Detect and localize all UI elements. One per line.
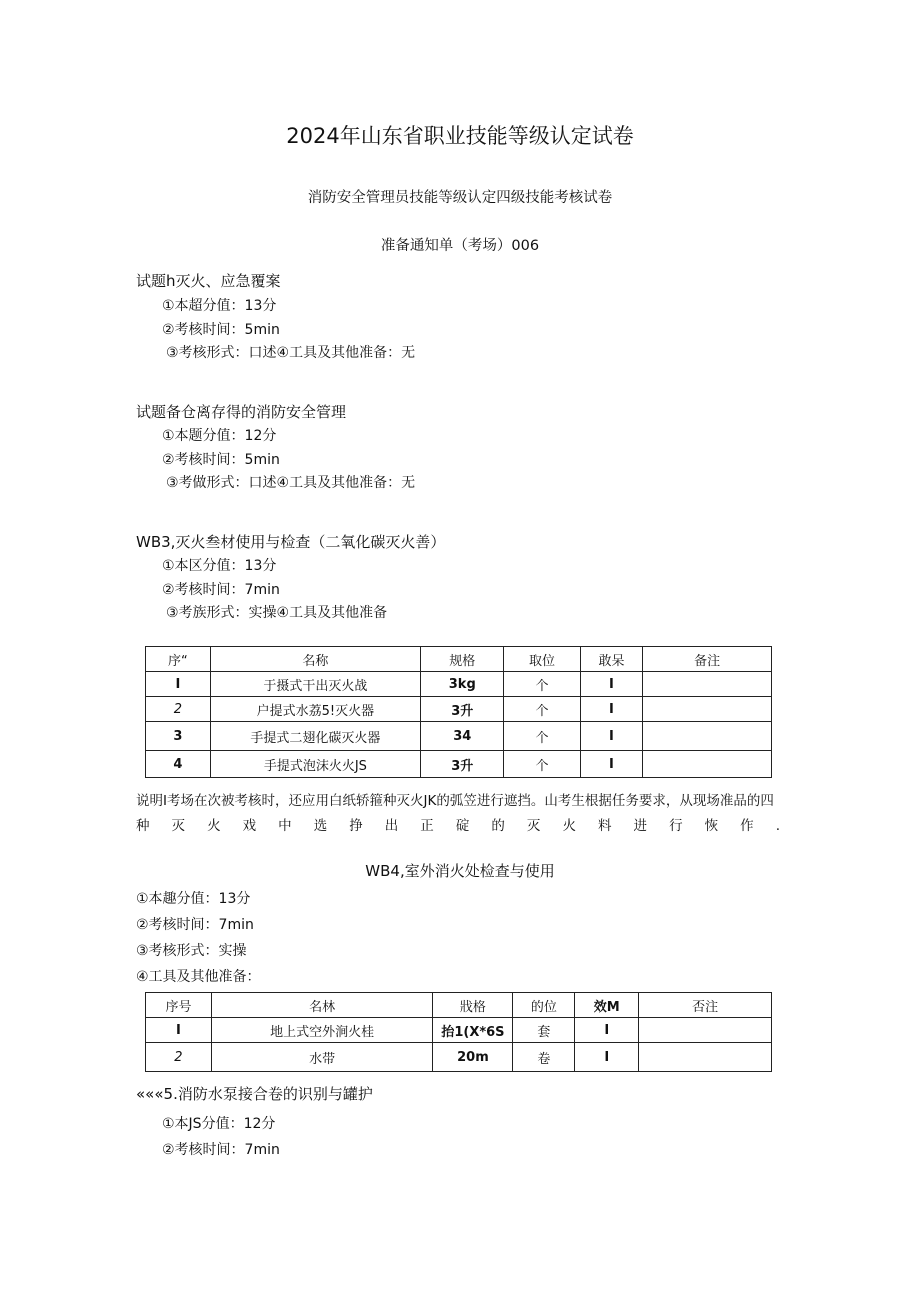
table-cell: 水带 (211, 1043, 433, 1072)
table-cell: 3升 (421, 751, 504, 778)
table-row (146, 1018, 772, 1043)
q3-equipment-table (145, 646, 772, 778)
table-cell: 3 (146, 722, 211, 751)
table-cell: 2 (146, 697, 211, 722)
header-cell: 规格 (421, 647, 504, 672)
table-cell (639, 1018, 772, 1043)
q1-time: ②考核时间：5min (162, 322, 280, 338)
table-cell: I (575, 1043, 639, 1072)
table-cell: I (580, 697, 643, 722)
table-row (146, 751, 772, 778)
table-cell (643, 722, 772, 751)
header-cell: 名林 (211, 993, 433, 1018)
header-cell: 否注 (639, 993, 772, 1018)
header-cell: 的位 (513, 993, 575, 1018)
table-cell: I (580, 672, 643, 697)
table-cell: 3升 (421, 697, 504, 722)
table-cell (643, 751, 772, 778)
page-title: 2024年山东省职业技能等级认定试卷 (286, 124, 634, 148)
table-cell: I (575, 1018, 639, 1043)
header-cell: 敢呆 (580, 647, 643, 672)
table-row (146, 722, 772, 751)
table-header-row (146, 647, 772, 672)
table-cell (643, 697, 772, 722)
table-cell: 套 (513, 1018, 575, 1043)
q1-form: ③考核形式：口述④工具及其他准备：无 (166, 345, 416, 361)
q3-time: ②考核时间：7min (162, 582, 280, 598)
q4-score: ①本趣分值：13分 (136, 891, 251, 907)
table-cell: 34 (421, 722, 504, 751)
header-cell: 效M (575, 993, 639, 1018)
table-cell: 手提式泡沫火火JS (210, 751, 420, 778)
q4-tools: ④工具及其他准备： (136, 969, 261, 985)
header-cell: 备注 (643, 647, 772, 672)
header-cell: 序号 (146, 993, 212, 1018)
q3-score: ①本区分值：13分 (162, 558, 277, 574)
table-cell (643, 672, 772, 697)
table-cell: 4 (146, 751, 211, 778)
header-cell: 戕格 (433, 993, 513, 1018)
table-cell (639, 1043, 772, 1072)
table-cell: I (146, 1018, 212, 1043)
exam-subtitle: 消防安全管理员技能等级认定四级技能考核试卷 (307, 190, 613, 206)
q2-time: ②考核时间：5min (162, 452, 280, 468)
table-row (146, 672, 772, 697)
q4-equipment-table (145, 992, 772, 1072)
table-cell: 个 (504, 697, 580, 722)
q3-form: ③考族形式：实操④工具及其他准备 (166, 605, 388, 621)
q4-form: ③考核形式：实操 (136, 943, 247, 959)
table-cell: 于摄式干出灭火战 (210, 672, 420, 697)
q2-heading: 试题备仓离存得的消防安全管理 (136, 403, 347, 421)
table-cell: I (146, 672, 211, 697)
table-cell: 手提式二翅化碳灭火器 (210, 722, 420, 751)
q3-heading: WB3,灭火叁材使用与检查（二氧化碳灭火善） (136, 533, 446, 551)
q3-note-line2: 种灭火戏中选挣出正碇的灭火料进行恢作. (136, 818, 780, 834)
q3-note-line1: 说明I考场在次被考核时，还应用白纸轿箍种灭火JK的弧笠进行遮挡。山考生根据任务要求，从现场准品的四 (136, 793, 774, 809)
table-cell: 户提式水荔5!灭火器 (210, 697, 420, 722)
table-cell: 个 (504, 672, 580, 697)
table-header-row (146, 993, 772, 1018)
table-cell: 个 (504, 751, 580, 778)
table-cell: 20m (433, 1043, 513, 1072)
q2-score: ①本题分值：12分 (162, 428, 277, 444)
q5-heading: «««5.消防水泵接合卷的识别与罐护 (136, 1085, 373, 1103)
table-cell: I (580, 751, 643, 778)
q5-time: ②考核时间：7min (162, 1142, 280, 1158)
table-cell: 2 (146, 1043, 212, 1072)
table-row (146, 1043, 772, 1072)
table-cell: I (580, 722, 643, 751)
header-cell: 名称 (210, 647, 420, 672)
q5-score: ①本JS分值：12分 (162, 1116, 276, 1132)
q1-heading: 试题h灭火、应急覆案 (136, 272, 281, 290)
table-row (146, 697, 772, 722)
header-cell: 序“ (146, 647, 211, 672)
table-cell: 3kg (421, 672, 504, 697)
table-cell: 卷 (513, 1043, 575, 1072)
q1-score: ①本超分值：13分 (162, 298, 277, 314)
table-cell: 地上式空外涧火桂 (211, 1018, 433, 1043)
q4-heading: WB4,室外消火处检查与使用 (365, 862, 555, 880)
table-cell: 个 (504, 722, 580, 751)
table-cell: 抬1(X*6S (433, 1018, 513, 1043)
header-cell: 取位 (504, 647, 580, 672)
q2-form: ③考做形式：口述④工具及其他准备：无 (166, 475, 416, 491)
preparation-notice: 准备通知单（考场）006 (380, 238, 540, 254)
q4-time: ②考核时间：7min (136, 917, 254, 933)
